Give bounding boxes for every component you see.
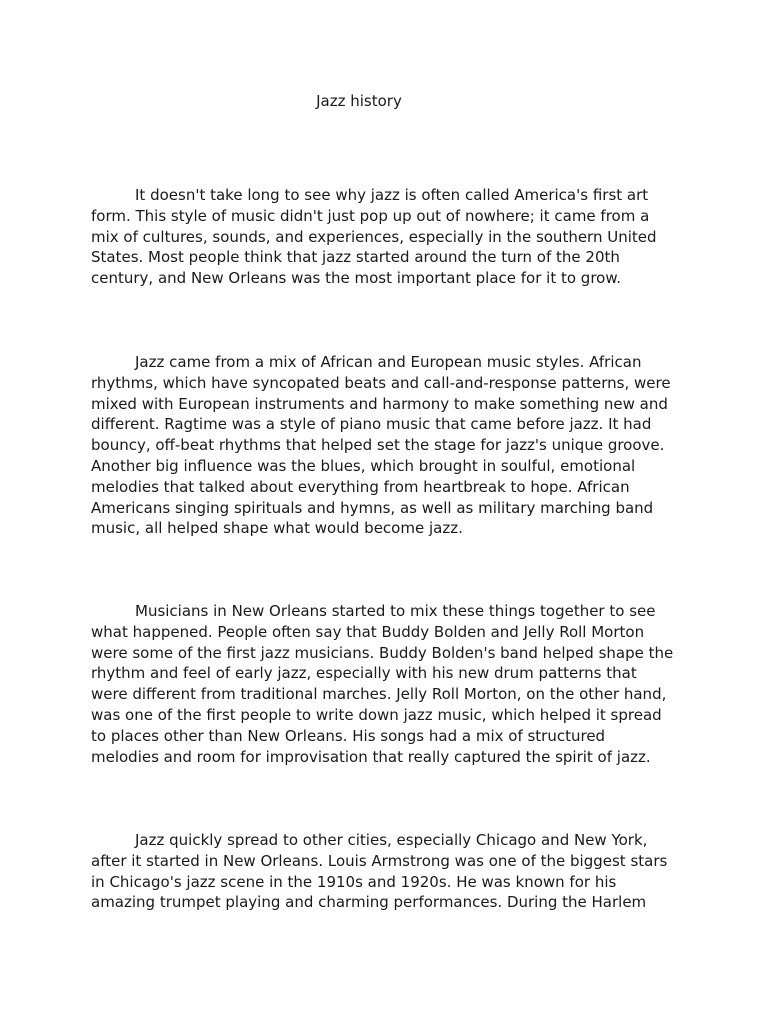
paragraph-origins: Jazz came from a mix of African and European music styles. African rhythms, which have syncopated beats and call-and-response patterns, were mixed with European instruments and harmony to make something new and different. Ragtime was a style of piano music that came before jazz. It had bouncy, off-beat rhythms that helped set the stage for jazz's unique groove. Another big influence was the blues, which brought in soulful, emotional melodies that talked about everything from heartbreak to hope. African Americans singing spirituals and hymns, as well as military marching band music, all helped shape what would become jazz. xyxy=(91,353,671,538)
paragraph-new-orleans-musicians: Musicians in New Orleans started to mix these things together to see what happened. People often say that Buddy Bolden and Jelly Roll Morton were some of the first jazz musicians. Buddy Bolden's band helped shape the rhythm and feel of early jazz, especially with his new drum patterns that were different from traditional marches. Jelly Roll Morton, on the other hand, was one of the first people to write down jazz music, which helped it spread to places other than New Orleans. His songs had a mix of structured melodies and room for improvisation that really captured the spirit of jazz. xyxy=(91,602,674,766)
document-title: Jazz history xyxy=(316,92,402,110)
paragraph-intro: It doesn't take long to see why jazz is often called America's first art form. This style of music didn't just pop up out of nowhere; it came from a mix of cultures, sounds, and experiences, especially in the southern United States. Most people think that jazz started around the turn of the 20th century, and New Orleans was the most important place for it to grow. xyxy=(91,186,657,288)
paragraph-spread: Jazz quickly spread to other cities, especially Chicago and New York, after it started in New Orleans. Louis Armstrong was one of the biggest stars in Chicago's jazz scene in the 1910s and 1920s. He was known for his amazing trumpet playing and charming performances. During the Harlem xyxy=(91,831,668,912)
